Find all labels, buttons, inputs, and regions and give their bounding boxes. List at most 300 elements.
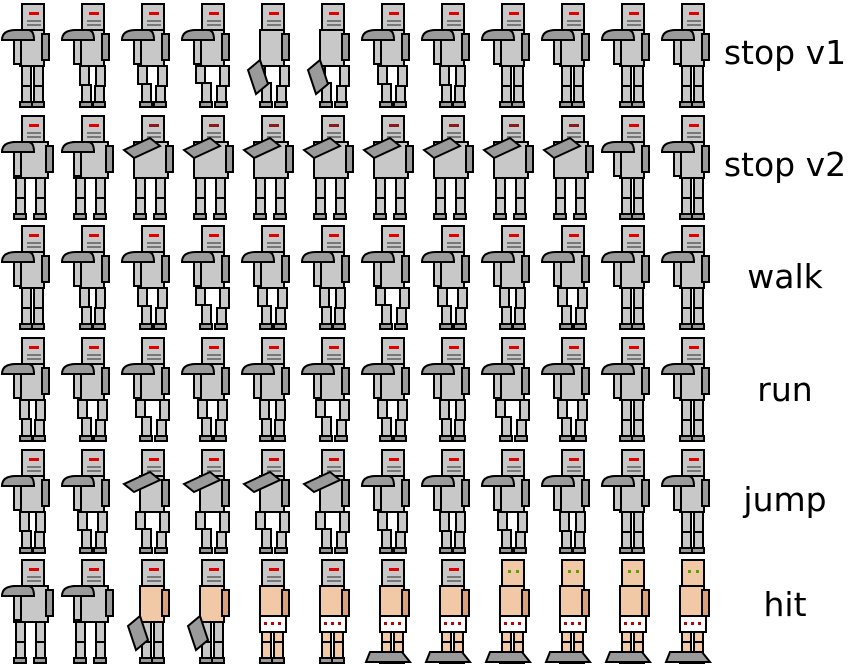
leg-right xyxy=(514,66,523,86)
helmet-grille xyxy=(567,242,581,244)
helmet xyxy=(382,116,404,142)
leg-left-lower xyxy=(202,529,211,550)
shield xyxy=(302,252,334,262)
arm xyxy=(162,480,169,506)
arm xyxy=(702,590,709,616)
shield xyxy=(662,364,694,374)
arm xyxy=(342,34,349,60)
helmet-grille xyxy=(387,576,401,578)
boot xyxy=(494,214,506,219)
helmet-grille xyxy=(507,20,521,22)
boot xyxy=(380,324,392,329)
leg-left xyxy=(682,178,691,198)
helmet-grille xyxy=(267,358,281,360)
sprite-frame xyxy=(60,222,120,332)
helmet-grille xyxy=(567,20,581,22)
shield xyxy=(662,142,694,152)
leg-right xyxy=(276,178,285,198)
helmet xyxy=(322,116,344,142)
helmet-grille xyxy=(567,358,581,360)
helmet-grille xyxy=(447,242,461,244)
helmet-grille xyxy=(507,132,521,134)
visor xyxy=(389,346,399,349)
visor xyxy=(329,458,339,461)
sprite-frame xyxy=(240,446,300,556)
sprite-frame xyxy=(60,0,120,110)
boxer-dot xyxy=(631,622,634,625)
animation-row xyxy=(0,0,852,110)
arm xyxy=(46,146,53,172)
sprite-frame xyxy=(540,112,600,222)
sprite-frame xyxy=(240,556,300,666)
boot xyxy=(394,548,406,553)
boot xyxy=(620,548,632,553)
helmet xyxy=(22,226,44,252)
leg-left xyxy=(316,512,325,529)
arm xyxy=(42,368,49,394)
boot xyxy=(94,214,106,219)
helmet-grille xyxy=(627,136,641,138)
helmet-grille xyxy=(267,354,281,356)
boot xyxy=(275,102,287,107)
boot xyxy=(200,436,212,441)
boot xyxy=(33,436,45,441)
sprite-frame xyxy=(180,0,240,110)
visor xyxy=(89,346,99,349)
visor xyxy=(149,458,159,461)
leg-left xyxy=(556,178,565,198)
helmet-grille xyxy=(387,354,401,356)
boot xyxy=(620,324,632,329)
boot xyxy=(20,324,32,329)
helmet xyxy=(82,450,104,476)
sprite-frame xyxy=(60,556,120,666)
helmet xyxy=(382,560,404,586)
sprite-frame xyxy=(360,556,420,666)
boot xyxy=(314,214,326,219)
boot xyxy=(500,548,512,553)
arm xyxy=(642,480,649,506)
arm xyxy=(346,146,353,172)
leg-left-lower xyxy=(202,83,211,104)
boot xyxy=(33,548,45,553)
helmet-grille xyxy=(327,358,341,360)
helmet-grille xyxy=(147,132,161,134)
arm xyxy=(582,480,589,506)
helmet-grille xyxy=(447,354,461,356)
visor xyxy=(329,234,339,237)
helmet-grille xyxy=(87,20,101,22)
shield xyxy=(482,476,514,486)
leg-right xyxy=(578,400,587,420)
arm xyxy=(582,256,589,282)
arm xyxy=(522,368,529,394)
shield xyxy=(122,364,154,374)
shield xyxy=(602,364,634,374)
sprite-frame xyxy=(600,222,660,332)
arm-front xyxy=(494,262,501,286)
visor xyxy=(329,124,339,127)
arm xyxy=(342,590,349,616)
row-label: run xyxy=(757,370,813,409)
visor xyxy=(29,124,39,127)
boot xyxy=(140,658,152,663)
visor xyxy=(209,346,219,349)
leg-left xyxy=(376,288,385,305)
arm xyxy=(102,480,109,506)
helmet-grille xyxy=(387,466,401,468)
arm-front xyxy=(614,40,621,64)
arm xyxy=(642,590,649,616)
helmet xyxy=(82,226,104,252)
helmet xyxy=(202,4,224,30)
leg-right xyxy=(96,622,105,642)
sprite-frame xyxy=(360,334,420,444)
shield xyxy=(242,252,274,262)
boot xyxy=(680,102,692,107)
sprite-frame xyxy=(300,0,360,110)
leg-left xyxy=(436,178,445,198)
arm-front xyxy=(254,262,261,286)
helmet-grille xyxy=(147,246,161,248)
shield xyxy=(122,252,154,262)
leg-right xyxy=(156,178,165,198)
leg-left xyxy=(76,178,85,198)
boot xyxy=(152,658,164,663)
leg-right xyxy=(96,178,105,198)
leg-right xyxy=(340,400,349,420)
arm xyxy=(642,146,649,172)
leg-left xyxy=(438,288,447,306)
leg-left xyxy=(22,66,31,86)
leg-left xyxy=(196,288,205,305)
arm xyxy=(582,590,589,616)
leg-right xyxy=(396,178,405,198)
helmet xyxy=(82,4,104,30)
arm-front xyxy=(434,262,441,286)
helmet-grille xyxy=(687,246,701,248)
shield xyxy=(662,252,694,262)
helmet-grille xyxy=(327,132,341,134)
leg-right xyxy=(154,622,163,642)
helmet-grille xyxy=(267,466,281,468)
boot xyxy=(274,214,286,219)
leg-right xyxy=(336,178,345,198)
row-label: hit xyxy=(763,585,807,624)
arm-front xyxy=(674,152,681,176)
leg-left xyxy=(320,288,329,307)
helmet-grille xyxy=(687,20,701,22)
visor xyxy=(629,458,639,461)
sprite-frame xyxy=(660,334,720,444)
helmet-grille xyxy=(507,242,521,244)
leg-left xyxy=(502,66,511,86)
leg-left xyxy=(562,66,571,86)
leg-right xyxy=(220,66,229,86)
boxer-dot xyxy=(458,622,461,625)
helmet-grille xyxy=(447,466,461,468)
helmet-grille xyxy=(387,246,401,248)
sprite-frame xyxy=(420,222,480,332)
sprite-frame xyxy=(180,222,240,332)
boot xyxy=(394,436,406,441)
arm-front xyxy=(74,152,81,176)
helmet xyxy=(622,4,644,30)
visor xyxy=(509,124,519,127)
leg-left xyxy=(256,512,265,529)
leg-right xyxy=(278,288,287,308)
leg-left xyxy=(622,178,631,198)
leg-left xyxy=(260,400,269,419)
shield xyxy=(62,142,94,152)
leg-right xyxy=(634,178,643,198)
dropped-armor xyxy=(546,652,590,662)
boot xyxy=(260,658,272,663)
shield xyxy=(482,252,514,262)
arm-front xyxy=(674,262,681,286)
helmet xyxy=(442,226,464,252)
shield xyxy=(482,364,514,374)
sprite-frame xyxy=(120,112,180,222)
boxer-dot xyxy=(338,622,341,625)
shield xyxy=(542,364,574,374)
boot xyxy=(155,548,167,553)
helmet xyxy=(562,4,584,30)
boxer-dot xyxy=(504,622,507,625)
eye xyxy=(508,570,511,573)
boot xyxy=(272,658,284,663)
helmet-grille xyxy=(387,24,401,26)
arm xyxy=(522,34,529,60)
helmet-grille xyxy=(447,20,461,22)
boot xyxy=(680,324,692,329)
helmet xyxy=(262,226,284,252)
boot xyxy=(80,102,92,107)
helmet-grille xyxy=(267,24,281,26)
boot xyxy=(440,436,452,441)
shield xyxy=(362,252,394,262)
boot xyxy=(554,214,566,219)
boot xyxy=(453,102,465,107)
helmet-grille xyxy=(27,242,41,244)
helmet-grille xyxy=(267,242,281,244)
helmet-grille xyxy=(147,466,161,468)
helmet-grille xyxy=(567,466,581,468)
boot xyxy=(274,324,286,329)
shield xyxy=(482,30,514,40)
shield xyxy=(2,586,34,596)
leg-right xyxy=(576,512,585,532)
visor xyxy=(689,458,699,461)
helmet-grille xyxy=(147,358,161,360)
sprite-frame xyxy=(300,222,360,332)
visor xyxy=(29,346,39,349)
visor xyxy=(389,12,399,15)
leg-left xyxy=(138,288,147,306)
helmet-grille xyxy=(327,580,341,582)
leg-right xyxy=(456,512,465,532)
visor xyxy=(29,234,39,237)
arm-front xyxy=(254,374,261,398)
visor xyxy=(89,568,99,571)
leg-left xyxy=(256,178,265,198)
helmet-grille xyxy=(387,358,401,360)
animation-row xyxy=(0,556,852,666)
boot xyxy=(380,436,392,441)
arm-front xyxy=(74,374,81,398)
leg-left xyxy=(440,66,449,85)
arm xyxy=(222,590,229,616)
boot xyxy=(380,548,392,553)
helmet xyxy=(622,560,644,586)
arm-front xyxy=(554,262,561,286)
leg-left xyxy=(20,400,29,419)
boot xyxy=(560,436,572,441)
boot xyxy=(500,436,512,441)
visor xyxy=(329,568,339,571)
leg-left xyxy=(16,622,25,642)
arm xyxy=(526,146,533,172)
leg-left xyxy=(682,400,691,420)
helmet xyxy=(682,4,704,30)
boot xyxy=(134,214,146,219)
helmet xyxy=(502,450,524,476)
leg-left xyxy=(80,66,89,85)
shield xyxy=(362,30,394,40)
boot xyxy=(680,436,692,441)
visor xyxy=(269,568,279,571)
shield xyxy=(542,30,574,40)
arm-front xyxy=(14,262,21,286)
leg-left-lower xyxy=(502,417,511,438)
boxer-dot xyxy=(578,622,581,625)
helmet-grille xyxy=(387,470,401,472)
visor xyxy=(209,458,219,461)
arm xyxy=(102,34,109,60)
arm-front xyxy=(314,262,321,286)
shield xyxy=(2,142,34,152)
arm-front xyxy=(374,40,381,64)
helmet xyxy=(82,116,104,142)
leg-right xyxy=(160,400,169,420)
sprite-frame xyxy=(180,446,240,556)
arm-front xyxy=(614,374,621,398)
boot xyxy=(513,324,525,329)
helmet xyxy=(22,4,44,30)
sprite-frame xyxy=(0,446,60,556)
boot xyxy=(440,102,452,107)
arm xyxy=(642,368,649,394)
visor xyxy=(149,12,159,15)
torso xyxy=(140,586,164,622)
boot xyxy=(620,102,632,107)
arm-front xyxy=(14,596,21,620)
leg-left xyxy=(78,512,87,530)
leg-left xyxy=(622,288,631,308)
arm xyxy=(102,368,109,394)
leg-left xyxy=(316,178,325,198)
arm xyxy=(522,480,529,506)
visor xyxy=(629,124,639,127)
arm xyxy=(282,34,289,60)
sprite-frame xyxy=(660,0,720,110)
arm xyxy=(402,368,409,394)
visor xyxy=(449,346,459,349)
helmet-grille xyxy=(507,354,521,356)
arm xyxy=(282,256,289,282)
boot xyxy=(194,214,206,219)
leg-right xyxy=(158,66,167,86)
helmet xyxy=(502,338,524,364)
helmet-grille xyxy=(387,132,401,134)
shield xyxy=(302,364,334,374)
leg-left xyxy=(376,178,385,198)
helmet xyxy=(322,226,344,252)
arm xyxy=(522,590,529,616)
sprite-frame xyxy=(420,0,480,110)
leg-right xyxy=(220,512,229,532)
boxer-dot xyxy=(391,622,394,625)
helmet-grille xyxy=(567,246,581,248)
shield xyxy=(242,364,274,374)
boot xyxy=(215,548,227,553)
arm xyxy=(342,480,349,506)
helmet xyxy=(442,560,464,586)
helmet-grille xyxy=(27,576,41,578)
boxer-dot xyxy=(398,622,401,625)
shield xyxy=(602,142,634,152)
boot xyxy=(454,214,466,219)
boot xyxy=(20,436,32,441)
sprite-frame xyxy=(600,0,660,110)
boot xyxy=(394,102,406,107)
helmet-grille xyxy=(27,354,41,356)
helmet-grille xyxy=(87,580,101,582)
shield xyxy=(2,476,34,486)
helmet-grille xyxy=(507,246,521,248)
helmet-grille xyxy=(207,24,221,26)
leg-right xyxy=(694,66,703,86)
helmet xyxy=(82,338,104,364)
helmet xyxy=(262,450,284,476)
boxer-dot xyxy=(278,622,281,625)
arm-front xyxy=(614,262,621,286)
leg-left xyxy=(558,288,567,306)
helmet xyxy=(82,560,104,586)
arm xyxy=(226,146,233,172)
eye xyxy=(516,570,519,573)
sprite-frame xyxy=(240,0,300,110)
helmet-grille xyxy=(207,242,221,244)
arm-front xyxy=(194,40,201,64)
arm-front xyxy=(674,374,681,398)
boot xyxy=(620,214,632,219)
helmet-grille xyxy=(87,246,101,248)
helmet xyxy=(502,226,524,252)
helmet-grille xyxy=(387,242,401,244)
shield xyxy=(62,30,94,40)
helmet xyxy=(502,560,524,586)
helmet xyxy=(322,338,344,364)
shield xyxy=(62,364,94,374)
shield xyxy=(182,30,214,40)
leg-right xyxy=(276,400,285,420)
arm-front xyxy=(554,374,561,398)
boot xyxy=(335,436,347,441)
leg-left-lower xyxy=(202,305,211,326)
sprite-frame xyxy=(540,334,600,444)
helmet-grille xyxy=(627,246,641,248)
